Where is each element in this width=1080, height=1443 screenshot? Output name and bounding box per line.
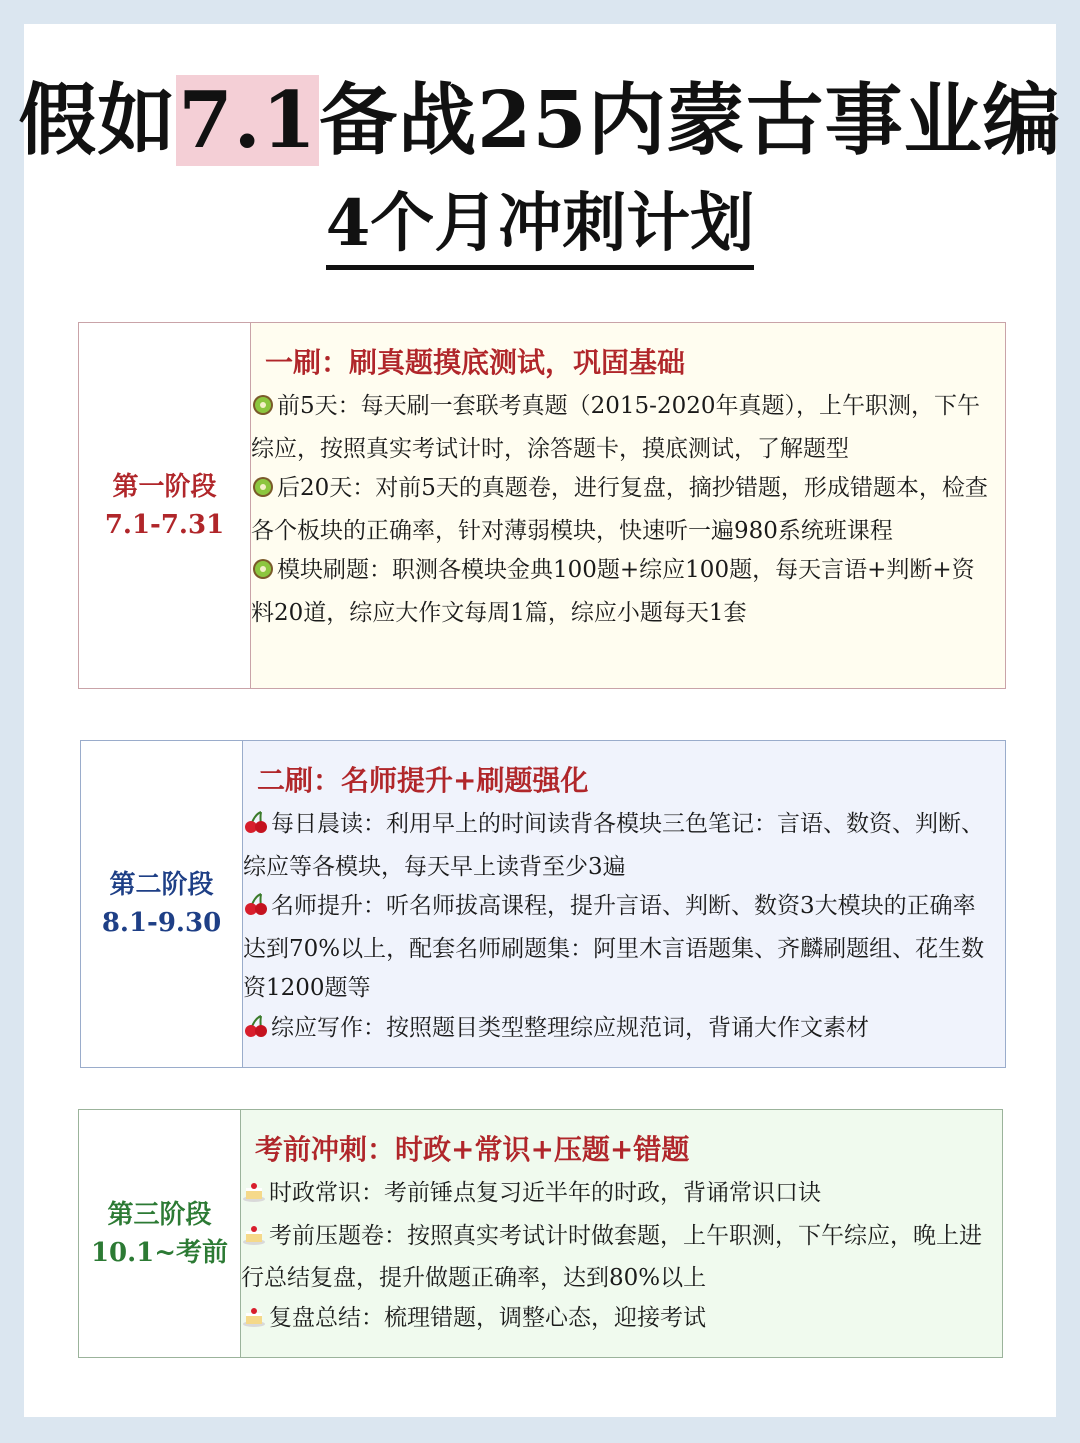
list-item: 后20天：对前5天的真题卷，进行复盘，摘抄错题，形成错题本，检查各个板块的正确率，针对薄弱模块，快速听一遍980系统班课程 [251,469,993,551]
page-title [0,75,1080,166]
stage-1-box [78,322,1006,689]
stage-3-box [78,1109,1003,1358]
stage-heading: 一刷：刷真题摸底测试，巩固基础 [265,346,686,379]
list-item: 复盘总结：梳理错题，调整心态，迎接考试 [241,1299,990,1342]
cherry-icon [243,1012,269,1052]
stage-heading: 考前冲刺：时政+常识+压题+错题 [255,1133,690,1166]
stage-name: 第三阶段 [107,1199,212,1230]
stage-3-label [79,1110,241,1357]
stage-dates: 10.1~考前 [90,1237,229,1268]
page-subtitle [0,186,1080,261]
cake-icon [241,1302,267,1342]
cherry-icon [243,808,269,848]
kiwi-icon [251,472,275,512]
stage-1-content [251,323,1005,688]
stage-name: 第一阶段 [112,471,217,502]
list-item: 时政常识：考前锤点复习近半年的时政，背诵常识口诀 [241,1174,990,1217]
stage-dates: 7.1-7.31 [104,509,225,540]
subtitle-text: 4个月冲刺计划 [326,186,755,270]
stage-2-content [243,741,1005,1067]
title-prefix: 假如 [18,75,177,166]
list-item: 考前压题卷：按照真实考试计时做套题，上午职测，下午综应，晚上进行总结复盘，提升做题正确率，达到80%以上 [241,1217,990,1299]
kiwi-icon [251,390,275,430]
list-item: 综应写作：按照题目类型整理综应规范词，背诵大作文素材 [243,1009,993,1052]
title-highlight: 7.1 [178,75,318,166]
kiwi-icon [251,554,275,594]
stage-heading: 二刷：名师提升+刷题强化 [257,764,589,797]
list-item: 名师提升：听名师拔高课程，提升言语、判断、数资3大模块的正确率达到70%以上，配套名师刷题集：阿里木言语题集、齐麟刷题组、花生数资1200题等 [243,887,993,1009]
cake-icon [241,1220,267,1260]
title-suffix: 备战25内蒙古事业编 [319,75,1062,166]
cake-icon [241,1177,267,1217]
stage-2-label [81,741,243,1067]
stage-name: 第二阶段 [109,870,214,900]
list-item: 模块刷题：职测各模块金典100题+综应100题，每天言语+判断+资料20道，综应大作文每周1篇，综应小题每天1套 [251,551,993,633]
stage-1-label [79,323,251,688]
stage-2-box [80,740,1006,1068]
stage-dates: 8.1-9.30 [101,908,222,938]
cherry-icon [243,890,269,930]
stage-3-content [241,1110,1002,1357]
list-item: 前5天：每天刷一套联考真题（2015-2020年真题），上午职测，下午综应，按照真实考试计时，涂答题卡，摸底测试，了解题型 [251,387,993,469]
list-item: 每日晨读：利用早上的时间读背各模块三色笔记：言语、数资、判断、综应等各模块，每天早上读背至少3遍 [243,805,993,887]
